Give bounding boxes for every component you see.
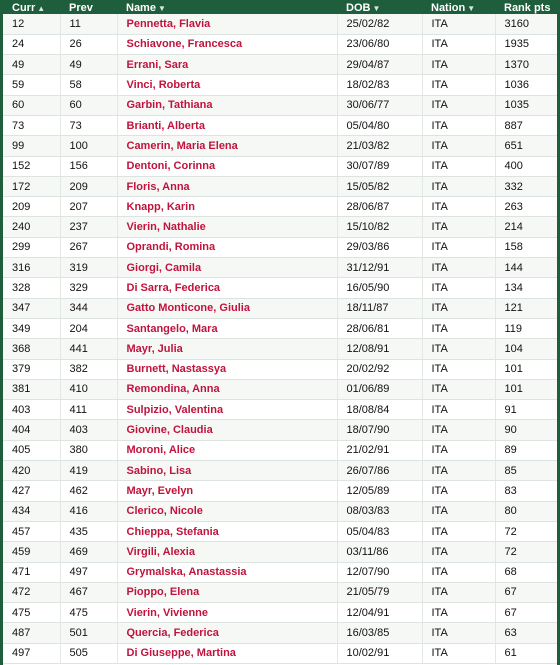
player-name-link[interactable]: Camerin, Maria Elena	[117, 136, 337, 156]
cell-prev-rank: 380	[60, 440, 117, 460]
cell-dob: 28/06/87	[337, 197, 422, 217]
cell-nation: ITA	[422, 623, 495, 643]
cell-rank-pts: 158	[495, 237, 557, 257]
cell-rank-pts: 72	[495, 521, 557, 541]
table-row	[3, 643, 557, 663]
player-name-link[interactable]: Burnett, Nastassya	[117, 359, 337, 379]
cell-rank-pts: 63	[495, 623, 557, 643]
cell-curr-rank: 49	[3, 55, 60, 75]
cell-nation: ITA	[422, 521, 495, 541]
cell-curr-rank: 405	[3, 440, 60, 460]
cell-rank-pts: 214	[495, 217, 557, 237]
cell-nation: ITA	[422, 420, 495, 440]
cell-prev-rank: 411	[60, 400, 117, 420]
cell-rank-pts: 90	[495, 420, 557, 440]
table-row	[3, 34, 557, 54]
cell-prev-rank: 441	[60, 339, 117, 359]
player-name-link[interactable]: Mayr, Julia	[117, 339, 337, 359]
cell-dob: 15/10/82	[337, 217, 422, 237]
table-row	[3, 603, 557, 623]
cell-prev-rank: 58	[60, 75, 117, 95]
cell-curr-rank: 459	[3, 542, 60, 562]
table-row	[3, 136, 557, 156]
cell-curr-rank: 420	[3, 461, 60, 481]
cell-nation: ITA	[422, 440, 495, 460]
table-row	[3, 176, 557, 196]
table-row	[3, 501, 557, 521]
col-header-dob-label: DOB	[346, 2, 371, 14]
player-name-link[interactable]: Floris, Anna	[117, 176, 337, 196]
cell-dob: 26/07/86	[337, 461, 422, 481]
cell-curr-rank: 299	[3, 237, 60, 257]
cell-curr-rank: 328	[3, 278, 60, 298]
table-row	[3, 481, 557, 501]
cell-prev-rank: 60	[60, 95, 117, 115]
cell-rank-pts: 263	[495, 197, 557, 217]
table-row	[3, 318, 557, 338]
cell-nation: ITA	[422, 339, 495, 359]
player-name-link[interactable]: Garbin, Tathiana	[117, 95, 337, 115]
cell-nation: ITA	[422, 217, 495, 237]
cell-dob: 21/02/91	[337, 440, 422, 460]
cell-dob: 12/07/90	[337, 562, 422, 582]
cell-nation: ITA	[422, 14, 495, 34]
cell-dob: 29/04/87	[337, 55, 422, 75]
player-name-link[interactable]: Knapp, Karin	[117, 197, 337, 217]
cell-nation: ITA	[422, 278, 495, 298]
header-row	[3, 0, 557, 14]
cell-dob: 21/03/82	[337, 136, 422, 156]
cell-dob: 15/05/82	[337, 176, 422, 196]
cell-rank-pts: 91	[495, 400, 557, 420]
player-name-link[interactable]: Sabino, Lisa	[117, 461, 337, 481]
cell-prev-rank: 501	[60, 623, 117, 643]
cell-nation: ITA	[422, 34, 495, 54]
player-name-link[interactable]: Vinci, Roberta	[117, 75, 337, 95]
table-row	[3, 400, 557, 420]
cell-curr-rank: 434	[3, 501, 60, 521]
table-header	[3, 0, 557, 14]
cell-prev-rank: 209	[60, 176, 117, 196]
player-name-link[interactable]: Pioppo, Elena	[117, 582, 337, 602]
cell-curr-rank: 471	[3, 562, 60, 582]
cell-curr-rank: 73	[3, 115, 60, 135]
cell-curr-rank: 240	[3, 217, 60, 237]
player-name-link[interactable]: Vierin, Vivienne	[117, 603, 337, 623]
player-name-link[interactable]: Schiavone, Francesca	[117, 34, 337, 54]
cell-nation: ITA	[422, 359, 495, 379]
player-name-link[interactable]: Sulpizio, Valentina	[117, 400, 337, 420]
cell-prev-rank: 462	[60, 481, 117, 501]
cell-dob: 18/08/84	[337, 400, 422, 420]
cell-dob: 10/02/91	[337, 643, 422, 663]
cell-dob: 30/07/89	[337, 156, 422, 176]
cell-prev-rank: 475	[60, 603, 117, 623]
player-name-link[interactable]: Santangelo, Mara	[117, 318, 337, 338]
table-row	[3, 237, 557, 257]
cell-dob: 23/06/80	[337, 34, 422, 54]
player-name-link[interactable]: Gatto Monticone, Giulia	[117, 298, 337, 318]
cell-prev-rank: 344	[60, 298, 117, 318]
cell-dob: 12/05/89	[337, 481, 422, 501]
table-row	[3, 623, 557, 643]
cell-prev-rank: 267	[60, 237, 117, 257]
table-row	[3, 420, 557, 440]
cell-curr-rank: 172	[3, 176, 60, 196]
cell-rank-pts: 101	[495, 359, 557, 379]
cell-rank-pts: 101	[495, 379, 557, 399]
cell-curr-rank: 24	[3, 34, 60, 54]
cell-nation: ITA	[422, 562, 495, 582]
cell-dob: 18/11/87	[337, 298, 422, 318]
cell-nation: ITA	[422, 582, 495, 602]
cell-dob: 29/03/86	[337, 237, 422, 257]
cell-prev-rank: 237	[60, 217, 117, 237]
table-row	[3, 542, 557, 562]
cell-curr-rank: 427	[3, 481, 60, 501]
cell-rank-pts: 67	[495, 603, 557, 623]
player-name-link[interactable]: Clerico, Nicole	[117, 501, 337, 521]
col-header-name[interactable]	[117, 0, 337, 14]
cell-dob: 01/06/89	[337, 379, 422, 399]
table-row	[3, 521, 557, 541]
cell-dob: 25/02/82	[337, 14, 422, 34]
cell-curr-rank: 60	[3, 95, 60, 115]
table-row	[3, 562, 557, 582]
player-name-link[interactable]: Giorgi, Camila	[117, 258, 337, 278]
cell-rank-pts: 3160	[495, 14, 557, 34]
cell-dob: 20/02/92	[337, 359, 422, 379]
cell-curr-rank: 404	[3, 420, 60, 440]
cell-curr-rank: 12	[3, 14, 60, 34]
player-name-link[interactable]: Oprandi, Romina	[117, 237, 337, 257]
cell-curr-rank: 209	[3, 197, 60, 217]
cell-curr-rank: 475	[3, 603, 60, 623]
col-header-dob[interactable]	[337, 0, 422, 14]
table-row	[3, 115, 557, 135]
cell-prev-rank: 382	[60, 359, 117, 379]
player-name-link[interactable]: Giovine, Claudia	[117, 420, 337, 440]
cell-rank-pts: 144	[495, 258, 557, 278]
cell-rank-pts: 72	[495, 542, 557, 562]
cell-curr-rank: 497	[3, 643, 60, 663]
cell-rank-pts: 83	[495, 481, 557, 501]
col-header-name-label: Name	[126, 2, 156, 14]
col-header-nation[interactable]	[422, 0, 495, 14]
cell-prev-rank: 100	[60, 136, 117, 156]
table-row	[3, 217, 557, 237]
cell-prev-rank: 467	[60, 582, 117, 602]
col-header-prev-label: Prev	[69, 2, 93, 14]
table-row	[3, 156, 557, 176]
cell-prev-rank: 156	[60, 156, 117, 176]
player-name-link[interactable]: Mayr, Evelyn	[117, 481, 337, 501]
cell-curr-rank: 347	[3, 298, 60, 318]
cell-nation: ITA	[422, 75, 495, 95]
table-row	[3, 75, 557, 95]
cell-nation: ITA	[422, 197, 495, 217]
cell-rank-pts: 68	[495, 562, 557, 582]
cell-rank-pts: 887	[495, 115, 557, 135]
col-header-rank-pts-label: Rank pts	[504, 2, 551, 14]
cell-curr-rank: 487	[3, 623, 60, 643]
cell-dob: 12/08/91	[337, 339, 422, 359]
cell-nation: ITA	[422, 55, 495, 75]
cell-curr-rank: 457	[3, 521, 60, 541]
cell-nation: ITA	[422, 461, 495, 481]
cell-nation: ITA	[422, 237, 495, 257]
cell-dob: 12/04/91	[337, 603, 422, 623]
table-row	[3, 461, 557, 481]
cell-dob: 31/12/91	[337, 258, 422, 278]
cell-rank-pts: 1935	[495, 34, 557, 54]
player-name-link[interactable]: Virgili, Alexia	[117, 542, 337, 562]
cell-nation: ITA	[422, 400, 495, 420]
table-row	[3, 339, 557, 359]
cell-nation: ITA	[422, 258, 495, 278]
cell-dob: 16/03/85	[337, 623, 422, 643]
cell-prev-rank: 403	[60, 420, 117, 440]
cell-nation: ITA	[422, 643, 495, 663]
cell-rank-pts: 61	[495, 643, 557, 663]
player-name-link[interactable]: Remondina, Anna	[117, 379, 337, 399]
cell-prev-rank: 435	[60, 521, 117, 541]
cell-dob: 28/06/81	[337, 318, 422, 338]
cell-nation: ITA	[422, 501, 495, 521]
cell-curr-rank: 316	[3, 258, 60, 278]
table-row	[3, 14, 557, 34]
cell-curr-rank: 99	[3, 136, 60, 156]
table-row	[3, 258, 557, 278]
cell-prev-rank: 329	[60, 278, 117, 298]
cell-prev-rank: 49	[60, 55, 117, 75]
table-row	[3, 95, 557, 115]
cell-nation: ITA	[422, 603, 495, 623]
cell-rank-pts: 1036	[495, 75, 557, 95]
player-name-link[interactable]: Chieppa, Stefania	[117, 521, 337, 541]
cell-prev-rank: 505	[60, 643, 117, 663]
col-header-rank-pts[interactable]	[495, 0, 557, 14]
rankings-table	[3, 0, 557, 664]
cell-dob: 18/07/90	[337, 420, 422, 440]
cell-prev-rank: 11	[60, 14, 117, 34]
cell-prev-rank: 416	[60, 501, 117, 521]
cell-dob: 05/04/80	[337, 115, 422, 135]
table-row	[3, 359, 557, 379]
player-name-link[interactable]: Errani, Sara	[117, 55, 337, 75]
cell-curr-rank: 403	[3, 400, 60, 420]
cell-nation: ITA	[422, 95, 495, 115]
player-name-link[interactable]: Dentoni, Corinna	[117, 156, 337, 176]
table-body	[3, 14, 557, 664]
player-name-link[interactable]: Moroni, Alice	[117, 440, 337, 460]
cell-rank-pts: 80	[495, 501, 557, 521]
sort-ascending-icon: ▲	[37, 4, 46, 13]
cell-rank-pts: 119	[495, 318, 557, 338]
cell-nation: ITA	[422, 136, 495, 156]
cell-dob: 05/04/83	[337, 521, 422, 541]
cell-rank-pts: 400	[495, 156, 557, 176]
cell-dob: 30/06/77	[337, 95, 422, 115]
cell-curr-rank: 59	[3, 75, 60, 95]
cell-rank-pts: 332	[495, 176, 557, 196]
cell-rank-pts: 121	[495, 298, 557, 318]
cell-rank-pts: 104	[495, 339, 557, 359]
cell-prev-rank: 207	[60, 197, 117, 217]
table-row	[3, 197, 557, 217]
player-name-link[interactable]: Di Sarra, Federica	[117, 278, 337, 298]
cell-prev-rank: 26	[60, 34, 117, 54]
col-header-curr-label: Curr	[12, 2, 36, 14]
player-name-link[interactable]: Brianti, Alberta	[117, 115, 337, 135]
table-row	[3, 298, 557, 318]
col-header-prev[interactable]	[60, 0, 117, 14]
cell-nation: ITA	[422, 542, 495, 562]
cell-nation: ITA	[422, 176, 495, 196]
table-row	[3, 379, 557, 399]
cell-dob: 03/11/86	[337, 542, 422, 562]
player-name-link[interactable]: Quercia, Federica	[117, 623, 337, 643]
cell-rank-pts: 134	[495, 278, 557, 298]
cell-curr-rank: 381	[3, 379, 60, 399]
cell-rank-pts: 85	[495, 461, 557, 481]
cell-prev-rank: 319	[60, 258, 117, 278]
cell-nation: ITA	[422, 298, 495, 318]
col-header-curr[interactable]	[3, 0, 60, 14]
table-row	[3, 440, 557, 460]
cell-curr-rank: 368	[3, 339, 60, 359]
cell-dob: 18/02/83	[337, 75, 422, 95]
dropdown-arrow-icon: ▼	[372, 4, 381, 13]
player-name-link[interactable]: Pennetta, Flavia	[117, 14, 337, 34]
cell-rank-pts: 1370	[495, 55, 557, 75]
cell-nation: ITA	[422, 156, 495, 176]
cell-prev-rank: 469	[60, 542, 117, 562]
cell-nation: ITA	[422, 115, 495, 135]
cell-curr-rank: 472	[3, 582, 60, 602]
player-name-link[interactable]: Grymalska, Anastassia	[117, 562, 337, 582]
cell-prev-rank: 410	[60, 379, 117, 399]
cell-rank-pts: 89	[495, 440, 557, 460]
cell-prev-rank: 419	[60, 461, 117, 481]
table-row	[3, 55, 557, 75]
cell-rank-pts: 1035	[495, 95, 557, 115]
cell-nation: ITA	[422, 481, 495, 501]
cell-prev-rank: 497	[60, 562, 117, 582]
player-name-link[interactable]: Vierin, Nathalie	[117, 217, 337, 237]
dropdown-arrow-icon: ▼	[157, 4, 166, 13]
cell-curr-rank: 349	[3, 318, 60, 338]
cell-curr-rank: 379	[3, 359, 60, 379]
cell-rank-pts: 651	[495, 136, 557, 156]
cell-nation: ITA	[422, 318, 495, 338]
table-row	[3, 582, 557, 602]
cell-prev-rank: 73	[60, 115, 117, 135]
player-name-link[interactable]: Di Giuseppe, Martina	[117, 643, 337, 663]
table-row	[3, 278, 557, 298]
cell-dob: 16/05/90	[337, 278, 422, 298]
cell-curr-rank: 152	[3, 156, 60, 176]
col-header-nation-label: Nation	[431, 2, 466, 14]
cell-nation: ITA	[422, 379, 495, 399]
cell-dob: 08/03/83	[337, 501, 422, 521]
dropdown-arrow-icon: ▼	[467, 4, 476, 13]
cell-prev-rank: 204	[60, 318, 117, 338]
cell-rank-pts: 67	[495, 582, 557, 602]
cell-dob: 21/05/79	[337, 582, 422, 602]
